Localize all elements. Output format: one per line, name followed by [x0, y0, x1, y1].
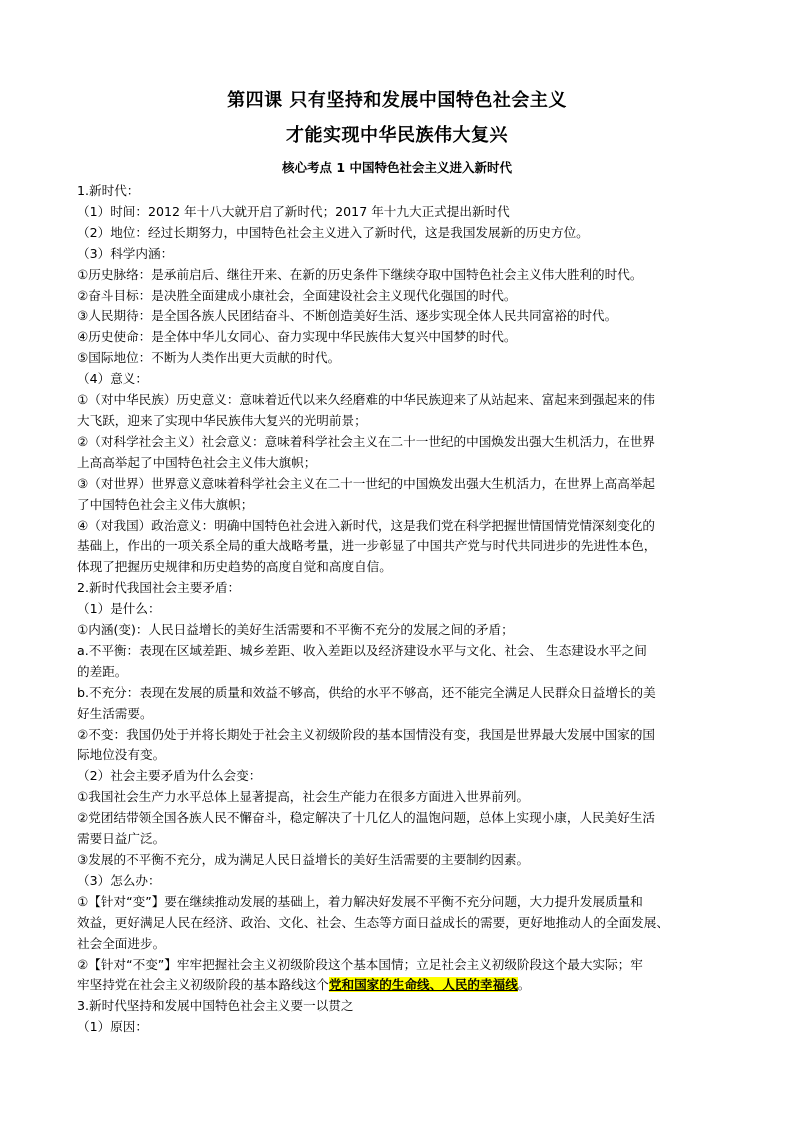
text-line: ②不变：我国仍处于并将长期处于社会主义初级阶段的基本国情没有变，我国是世界最大发展中国家的国 [77, 726, 656, 742]
text-line: 了中国特色社会主义伟大旗帜； [77, 496, 254, 512]
text-line: ③发展的不平衡不充分，成为满足人民日益增长的美好生活需要的主要制约因素。 [77, 852, 530, 867]
text-line: 上高高举起了中国特色社会主义伟大旗帜； [77, 454, 317, 470]
text-line: ④（对我国）政治意义：明确中国特色社会进入新时代，这是我们党在科学把握世情国情党情深刻变化的 [77, 517, 656, 533]
text-line: ②【针对“不变”】牢牢把握社会主义初级阶段这个基本国情；立足社会主义初级阶段这个最大实际；牢 [77, 956, 643, 972]
text-line: b.不充分：表现在发展的质量和效益不够高，供给的水平不够高，还不能完全满足人民群众日益增长的美 [77, 684, 656, 700]
title-line-2: 才能实现中华民族伟大复兴 [286, 125, 508, 146]
text-line: ②党团结带领全国各族人民不懈奋斗，稳定解决了十几亿人的温饱问题，总体上实现小康，人民美好生活 [77, 810, 656, 826]
text-line: 际地位没有变。 [77, 747, 166, 763]
text-line: 需要日益广泛。 [77, 831, 166, 847]
text-line: a.不平衡：表现在区域差距、城乡差距、收入差距以及经济建设水平与文化、社会、 生态建设水平之间 [77, 642, 647, 658]
text-fragment: 。 [517, 977, 531, 993]
text-line: ②（对科学社会主义）社会意义：意味着科学社会主义在二十一世纪的中国焕发出强大生机活力，在世界 [77, 433, 656, 449]
text-line: 社会全面进步。 [77, 935, 166, 951]
text-line: 效益，更好满足人民在经济、政治、文化、社会、生态等方面日益成长的需要，更好地推动人的全面发展、 [77, 914, 669, 930]
text-line: 1.新时代： [77, 183, 140, 198]
text-line: ⑤国际地位：不断为人类作出更大贡献的时代。 [77, 350, 341, 366]
text-line: （4）意义： [77, 371, 148, 387]
text-line: （3）科学内涵： [77, 245, 174, 261]
highlighted-text: 党和国家的生命线、人民的幸福线 [328, 977, 518, 993]
text-line: ①内涵(变)：人民日益增长的美好生活需要和不平衡不充分的发展之间的矛盾； [77, 622, 514, 638]
text-line: 大飞跃，迎来了实现中华民族伟大复兴的光明前景； [77, 412, 367, 428]
section-heading: 核心考点 1 中国特色社会主义进入新时代 [282, 160, 512, 175]
text-line: ①我国社会生产力水平总体上显著提高，社会生产能力在很多方面进入世界前列。 [77, 789, 530, 805]
text-line: 2.新时代我国社会主要矛盾： [77, 580, 241, 596]
text-line: 3.新时代坚持和发展中国特色社会主义要一以贯之 [77, 998, 354, 1014]
text-line: （1）时间：2012 年十八大就开启了新时代；2017 年十九大正式提出新时代 [77, 203, 510, 219]
text-line: ①【针对“变”】要在继续推动发展的基础上，着力解决好发展不平衡不充分问题，大力提升发展质量和 [77, 893, 643, 909]
text-line: （2）地位：经过长期努力，中国特色社会主义进入了新时代，这是我国发展新的历史方位。 [77, 224, 589, 240]
text-line: 的差距。 [77, 663, 128, 679]
text-line-with-highlight [77, 975, 727, 996]
text-line: 基础上，作出的一项关系全局的重大战略考量，进一步彰显了中国共产党与时代共同进步的先进性本色， [77, 538, 657, 554]
text-line: 好生活需要。 [77, 705, 153, 721]
text-line: ①历史脉络：是承前启后、继往开来、在新的历史条件下继续夺取中国特色社会主义伟大胜利的时代。 [77, 266, 643, 282]
text-line: ④历史使命：是全体中华儿女同心、奋力实现中华民族伟大复兴中国梦的时代。 [77, 329, 517, 345]
text-line: 体现了把握历史规律和历史趋势的高度自觉和高度自信。 [77, 559, 392, 575]
text-fragment: 牢坚持党在社会主义初级阶段的基本路线这个 [77, 977, 329, 993]
document-body [77, 181, 727, 1038]
text-line: （1）原因： [77, 1019, 148, 1035]
text-line: （2）社会主要矛盾为什么会变： [77, 768, 262, 784]
text-line: （1）是什么： [77, 601, 161, 617]
text-line: ③（对世界）世界意义意味着科学社会主义在二十一世纪的中国焕发出强大生机活力，在世界上高高举起 [77, 475, 656, 491]
text-line: ②奋斗目标：是决胜全面建成小康社会，全面建设社会主义现代化强国的时代。 [77, 287, 517, 303]
text-line: ③人民期待：是全国各族人民团结奋斗、不断创造美好生活、逐步实现全体人民共同富裕的时代。 [77, 308, 618, 324]
text-line: （3）怎么办： [77, 872, 161, 888]
title-line-1: 第四课 只有坚持和发展中国特色社会主义 [227, 90, 567, 111]
text-line: ①（对中华民族）历史意义：意味着近代以来久经磨难的中华民族迎来了从站起来、富起来到强起来的伟 [77, 392, 656, 408]
